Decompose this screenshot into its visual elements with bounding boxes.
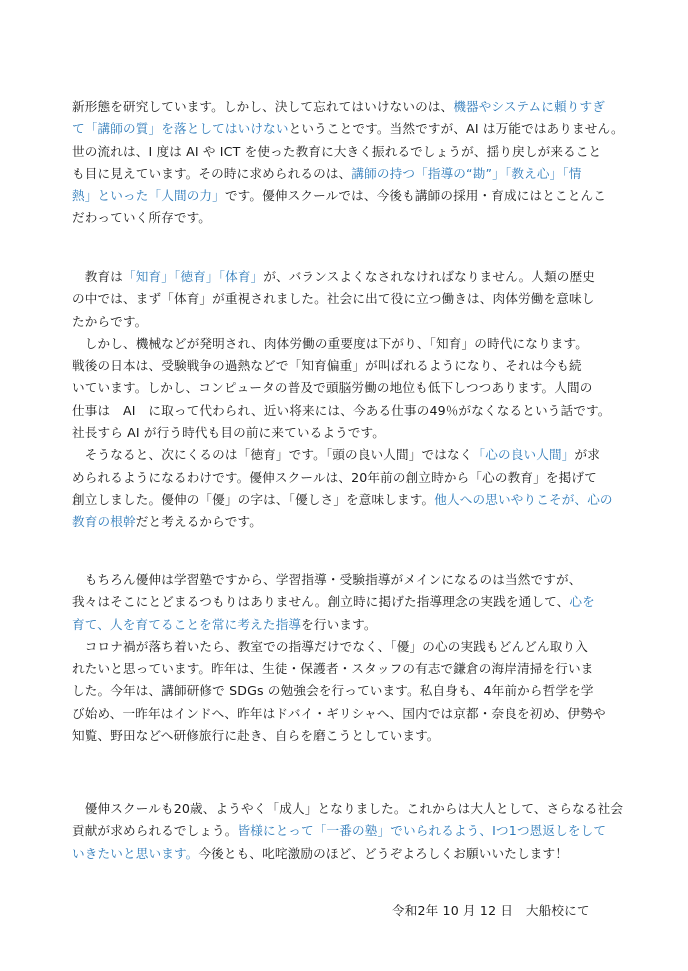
highlighted-text: 「心の良い人間」 [472,447,575,463]
highlighted-text: 皆様にとって「一番の塾」でいられるよう、Iつ1つ恩返しをして [237,823,607,839]
text-line [72,511,618,533]
body-text: び始め、一昨年はインドへ、昨年はドバイ・ギリシャへ、国内では京都・奈良を初め、伊勢や [72,705,606,721]
body-text: められるようになるわけです。優伸スクールは、20年前の創立時から「心の教育」を掲げて [72,469,597,485]
paragraph [72,569,618,636]
body-text: ということです。当然ですが、AI は万能ではありません。 [288,121,624,137]
body-text: だわっていく所存です。 [72,210,212,226]
text-line [72,798,624,820]
section-4 [72,798,624,865]
text-line [72,680,618,702]
section-1 [72,96,624,230]
body-text: たからです。 [72,313,148,329]
highlighted-text: 教育の根幹 [72,514,136,530]
body-text: 仕事は AI に取って代わられ、近い将来には、今ある仕事の49％がなくなるという話です。 [72,402,611,418]
text-line [72,444,618,466]
body-text: だと考えるからです。 [135,514,263,530]
paragraph [72,636,618,747]
body-text: を行います。 [301,616,377,632]
highlighted-text: いきたいと思います。 [72,845,199,861]
body-text: 我々はそこにとどまるつもりはありません。創立時に掲げた指導理念の実践を通して、 [72,594,570,610]
signature-line: 令和2年 10 月 12 日 大船校にて [392,903,590,918]
body-text: が、バランスよくなされなければなりません。人類の歴史 [263,269,596,284]
highlighted-text: 講師の持つ「指導の“勘”」「教え心」「情 [351,165,582,181]
paragraph [72,444,618,533]
text-line [72,288,618,310]
text-line [72,185,618,207]
body-text: 戦後の日本は、受験戦争の過熱などで「知育偏重」が叫ばれるようになり、それは今も続 [72,358,582,374]
text-line [72,569,618,591]
text-line [72,163,618,185]
body-text: れたいと思っています。昨年は、生徒・保護者・スタッフの有志で鎌倉の海岸清掃を行いま [72,661,594,677]
body-text: 社長すら AI が行う時代も目の前に来ているようです。 [72,425,386,441]
text-line [72,422,618,444]
text-line [72,703,618,725]
body-text: コロナ禍が落ち着いたら、教室での指導だけでなく、「優」の心の実践もどんどん取り入 [72,638,588,654]
section-3 [72,569,618,747]
section-2 [72,266,618,534]
text-line [72,658,618,680]
text-line [72,311,618,333]
text-line [72,355,618,377]
body-text: 貢献が求められるでしょう。 [72,823,238,839]
text-line [72,489,618,511]
text-line [72,591,618,613]
body-text: が求 [574,447,600,463]
body-text: しかし、機械などが発明され、肉体労働の重要度は下がり、「知育」の時代になります。 [72,335,588,351]
text-line [72,843,618,865]
text-line [72,207,618,229]
text-line [72,820,618,842]
body-text: 知覧、野田などへ研修旅行に赴き、自らを磨こうとしています。 [72,728,440,744]
text-line [72,96,618,118]
body-text: そうなると、次にくるのは「徳育」です。「頭の良い人間」ではなく [72,447,473,463]
paragraph [72,798,624,865]
body-text: も目に見えています。その時に求められるのは、 [72,165,352,181]
text-line [72,118,624,140]
text-line [72,333,618,355]
body-text: 世の流れは、I 度は AI や ICT を使った教育に大きく振れるでしょうが、揺り戻しが来ること [72,143,602,159]
body-text: いています。しかし、コンピュータの普及で頭脳労働の地位も低下しつつあります。人間の [72,380,593,396]
body-text: の中では、まず「体育」が重視されました。社会に出て役に立つ働きは、肉体労働を意味し [72,291,595,307]
text-line [72,141,618,163]
body-text: 教育は [72,269,123,284]
text-line [72,377,618,399]
text-line [72,467,618,489]
highlighted-text: て「講師の質」を落としてはいけない [72,121,289,137]
highlighted-text: 「知育」「徳育」「体育」 [122,269,264,284]
body-text: です。優伸スクールでは、今後も講師の採用・育成にはとことんこ [224,188,606,204]
highlighted-text: 機器やシステムに頼りすぎ [453,99,605,114]
text-line [72,636,618,658]
text-line [72,400,618,422]
highlighted-text: 熱」といった「人間の力」 [72,188,225,204]
text-line [72,266,618,288]
body-text: した。今年は、講師研修で SDGs の勉強会を行っています。私自身も、4年前から哲学を学 [72,683,594,699]
text-line [72,614,618,636]
body-text: 新形態を研究しています。しかし、決して忘れてはいけないのは、 [72,99,454,114]
paragraph [72,96,624,230]
text-line [72,725,618,747]
highlighted-text: 育て、人を育てることを常に考えた指導 [72,616,302,632]
paragraph [72,333,618,444]
body-text: 今後とも、叱咤激励のほど、どうぞよろしくお願いいたします！ [198,845,569,861]
body-text: 創立しました。優伸の「優」の字は、「優しさ」を意味します。 [72,491,435,507]
highlighted-text: 他人への思いやりこそが、心の [434,491,613,507]
body-text: 優伸スクールも20歳、ようやく「成人」となりました。これからは大人として、さらなる社会 [72,801,624,816]
highlighted-text: 心を [569,594,595,610]
body-text: もちろん優伸は学習塾ですから、学習指導・受験指導がメインになるのは当然ですが、 [72,572,582,587]
paragraph [72,266,618,333]
